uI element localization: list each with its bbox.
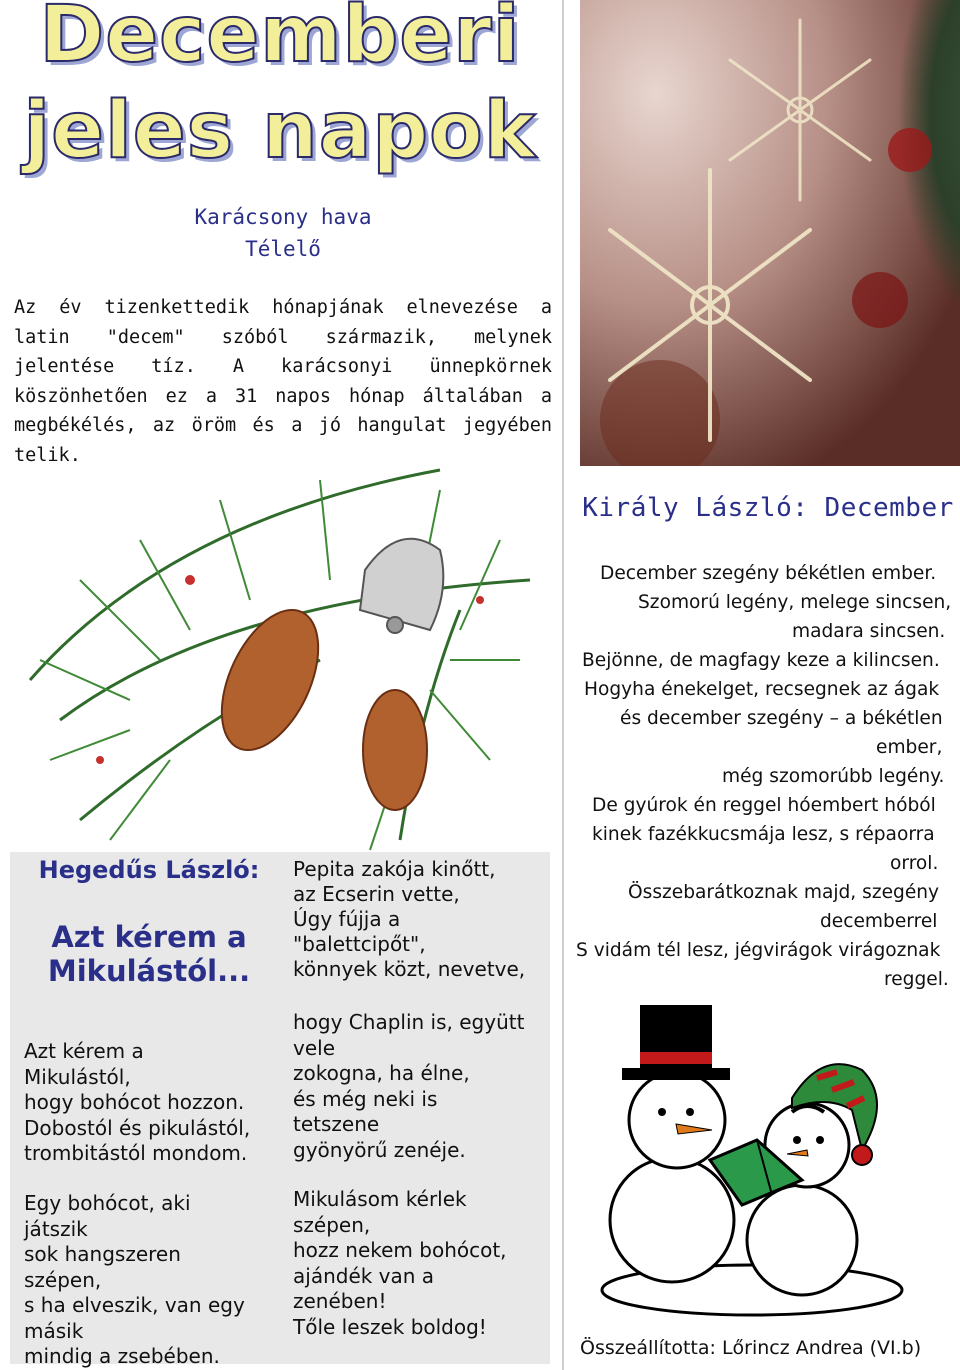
poem-body [572, 559, 952, 994]
verse-line: trombitástól mondom. [24, 1141, 248, 1165]
song-verse-1 [24, 1039, 250, 1167]
verse-line: Mikulásom kérlek [293, 1187, 467, 1211]
verse-line: ajándék van a [293, 1263, 435, 1288]
snowflake-photo [580, 0, 960, 466]
song-verse-3 [293, 857, 525, 982]
poem-line: madara sincsen. [792, 621, 946, 642]
verse-line: játszik [24, 1216, 88, 1241]
snowmen-illustration [592, 990, 912, 1320]
verse-line: könnyek közt, nevetve, [293, 957, 526, 981]
verse-line: szépen, [293, 1212, 371, 1237]
verse-line: Tőle leszek boldog! [293, 1314, 487, 1339]
credit-line: Összeállította: Lőrincz Andrea (VI.b) [580, 1337, 922, 1359]
song-verse-2 [24, 1191, 245, 1370]
verse-line: Egy bohócot, aki [24, 1191, 191, 1215]
intro-paragraph: Az év tizenkettedik hónapjának elnevezése a latin "decem" szóból származik, melynek jelentése tíz. A karácsonyi ünnepkörnek köszönhetően ez a 31 napos hónap általában a megbékélés, az öröm és a jó hangulat jegyében telik. [14, 297, 552, 466]
poem-line: kinek fazékkucsmája lesz, s répaorra [592, 824, 935, 845]
verse-line: másik [24, 1318, 84, 1343]
verse-line: s ha elveszik, van egy [24, 1293, 245, 1317]
verse-line: Mikulástól, [24, 1064, 131, 1089]
verse-line: hogy Chaplin is, együtt [293, 1010, 525, 1034]
poem-title: Király László: December [582, 493, 954, 523]
verse-line: Azt kérem a [24, 1039, 144, 1063]
poem-line: De gyúrok én reggel hóembert hóból [592, 795, 936, 816]
verse-line: hogy bohócot hozzon. [24, 1090, 245, 1114]
song-verse-4 [293, 1010, 524, 1163]
poem-line: orrol. [890, 853, 939, 874]
verse-line: "balettcipőt", [293, 932, 426, 956]
poem-line: Hogyha énekelget, recsegnek az ágak [584, 679, 940, 700]
song-title [10, 920, 288, 988]
poem-line: Bejönne, de magfagy keze a kilincsen. [582, 650, 940, 671]
verse-line: zenében! [293, 1289, 387, 1313]
verse-line: az Ecserin vette, [293, 882, 460, 906]
poem-line: reggel. [884, 969, 949, 990]
verse-line: hozz nekem bohócot, [293, 1238, 507, 1262]
subtitle-month: Karácsony hava [194, 205, 372, 229]
verse-line: sok hangszeren [24, 1242, 181, 1266]
song-title-line-1: Azt kérem a [51, 920, 247, 954]
verse-line: zokogna, ha élne, [293, 1061, 470, 1085]
poem-line: és december szegény – a békétlen [620, 708, 943, 729]
poem-line: December szegény békétlen ember. [600, 563, 937, 584]
verse-line: Pepita zakója kinőtt, [293, 857, 496, 881]
verse-line: mindig a zsebében. [24, 1344, 220, 1368]
verse-line: tetszene [293, 1112, 380, 1136]
verse-line: gyönyörű zenéje. [293, 1137, 466, 1162]
pine-branch-bell-image [20, 460, 540, 855]
song-author: Hegedűs László: [38, 856, 260, 884]
verse-line: Úgy fújja a [293, 907, 401, 931]
poem-line: Összebarátkoznak majd, szegény [628, 882, 940, 903]
song-verse-5 [293, 1187, 507, 1340]
poem-line: S vidám tél lesz, jégvirágok virágoznak [576, 940, 941, 961]
subtitle-alt-name: Télelő [245, 237, 321, 261]
title-line-2: jeles napok [23, 86, 537, 176]
poem-line: még szomorúbb legény. [722, 766, 945, 787]
poem-line: Szomorú legény, melege sincsen, [638, 592, 952, 613]
song-title-line-2: Mikulástól... [47, 954, 251, 988]
verse-line: és még neki is [293, 1086, 438, 1111]
title-line-1: Decemberi [39, 0, 521, 80]
poem-line: decemberrel [820, 911, 938, 932]
verse-line: Dobostól és pikulástól, [24, 1115, 251, 1140]
verse-line: vele [293, 1035, 336, 1060]
verse-line: szépen, [24, 1267, 102, 1292]
poem-line: ember, [876, 737, 943, 758]
